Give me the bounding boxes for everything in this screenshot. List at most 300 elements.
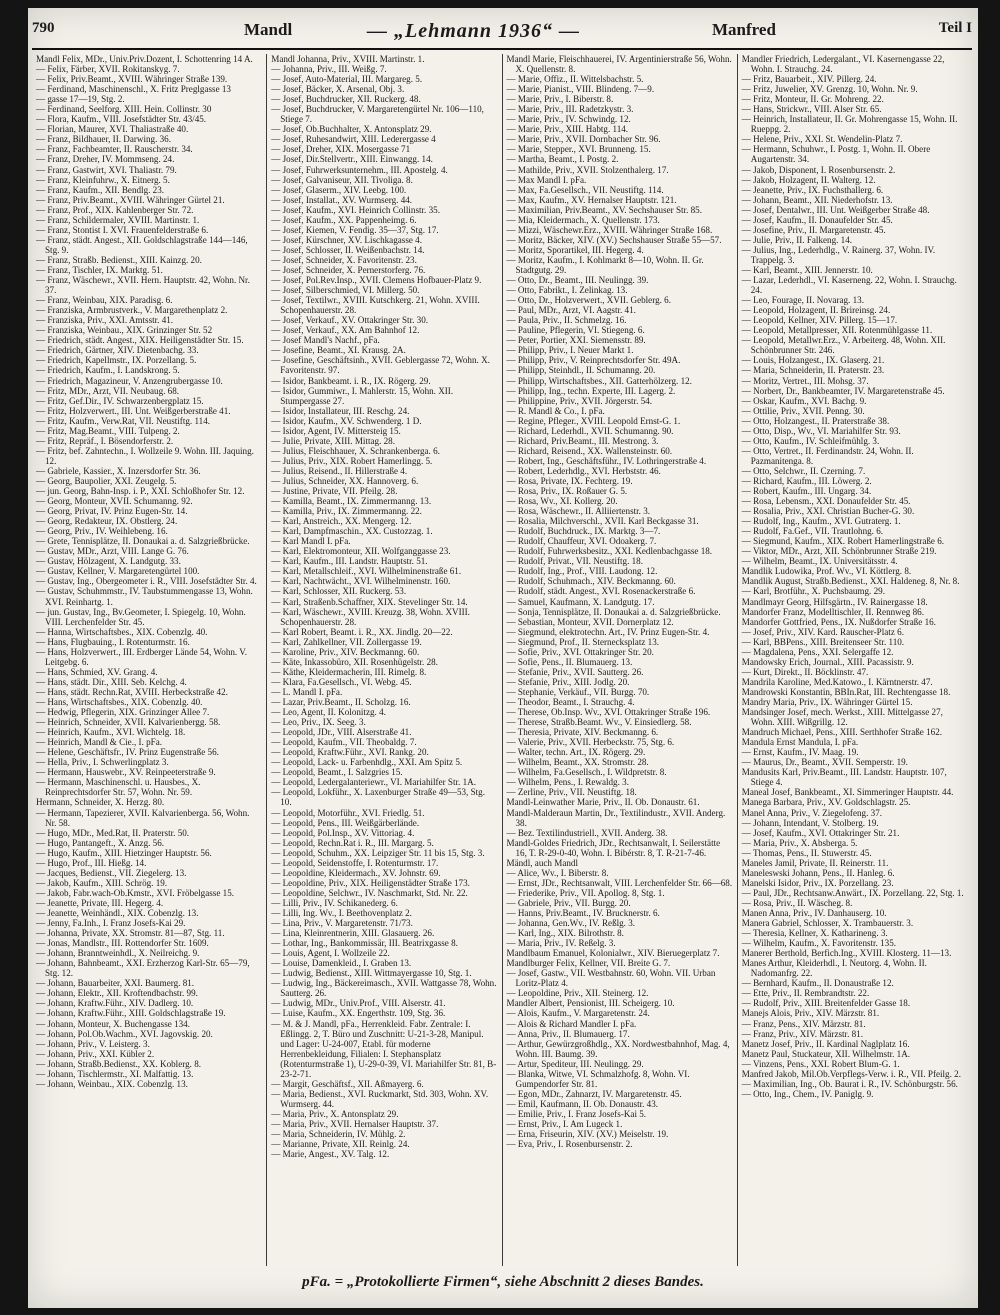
- directory-entry: — Friedrich, Kapellmstr., IX. Porzellang. 5.: [36, 355, 197, 366]
- directory-entry: — Josefine, Geschäftsinh., XVII. Geblergasse 72, Wohn. X. Favoritenstr. 97.: [271, 355, 490, 376]
- directory-entry: — Mathilde, Priv., XVII. Stolzenthalerg. 17.: [506, 164, 669, 175]
- directory-entry: — Maria, Bedienst., XVI. Ruckmarkt, Std. 303, Wohn. XV. Wurmserg. 44.: [271, 1088, 489, 1109]
- directory-entry: — Leopold, Holzagent, II. Brireinsg. 24.: [741, 305, 891, 316]
- directory-entry: — Johann, Bauarbeiter, XXI. Baumerg. 81.: [36, 978, 195, 989]
- directory-entry: Mandl-Goldes Friedrich, JDr., Rechtsanwalt, I. Seilerstätte 16, T. R-29-0-40, Wohn. I. Bibérstr. 8, T. R-21-7-46.: [506, 837, 721, 858]
- directory-entry: — Fritz, MDr., Arzt, VII. Neubaug. 68.: [36, 385, 180, 396]
- directory-entry: — Arthur, Gewürzgroßhdlg., XX. Nordwestbahnhof, Mag. 4, Wohn. III. Baumg. 39.: [506, 1038, 730, 1059]
- directory-entry: — Julie, Private, XIII. Mittag. 28.: [271, 435, 396, 446]
- directory-entry: — Sofie, Pens., II. Blumauerg. 13.: [506, 656, 633, 667]
- directory-entry: Maneleswski Johann, Pens., II. Hanleg. 6.: [741, 867, 895, 878]
- directory-entry: — Sofie, Priv., XVI. Ottakringer Str. 20.: [506, 646, 654, 657]
- directory-entry: — Alois, Kaufm., V. Margaretenstr. 24.: [506, 1008, 650, 1019]
- directory-entry: — Julius, Ing., Lederhdlg., V. Rainerg. 37, Wohn. IV. Trappelg. 3.: [741, 244, 936, 265]
- directory-entry: — Moritz, Vertret., III. Mohsg. 37.: [741, 375, 869, 386]
- directory-entry: — Oskar, Kaufm., XVI. Bachg. 9.: [741, 395, 867, 406]
- directory-entry: — Rudolf, Fa.Gef., VII. Trautlohng. 6.: [741, 526, 884, 537]
- directory-entry: — Therese, Ob.Insp. Wv., XVI. Ottakringer Straße 196.: [506, 707, 711, 718]
- directory-entry: Mandlmayr Georg, Hilfsgärtn., IV. Rainergasse 18.: [741, 596, 928, 607]
- directory-entry: — Hugo, Pantangeft., X. Anzg. 56.: [36, 837, 165, 848]
- directory-entry: — Julius, Schneider, XX. Hannoverg. 6.: [271, 475, 419, 486]
- directory-entry: — Isidor, Installateur, III. Reschg. 24.: [271, 405, 410, 416]
- directory-entry: — Egon, MDr., Zahnarzt, IV. Margaretenstr. 45.: [506, 1088, 682, 1099]
- directory-entry: — Leo, Priv., IX. Seeg. 3.: [271, 717, 366, 728]
- directory-entry: — Hugo, Prof., III. Hießg. 14.: [36, 857, 147, 868]
- directory-entry: — Josef, Verkauf., XV. Ottakringer Str. 30.: [271, 315, 429, 326]
- directory-entry: — Maria, Priv., XVII. Hernalser Hauptstr. 37.: [271, 1118, 439, 1129]
- directory-entry: — Lina, Priv., V. Margaretenstr. 71/73.: [271, 918, 413, 929]
- directory-entry: — Leopoldine, Kleidermach., XV. Johnstr. 69.: [271, 867, 441, 878]
- directory-entry: — Karl, Brotführ., X. Puchsbaumg. 29.: [741, 586, 885, 597]
- keyword-left: Mandl: [244, 20, 293, 39]
- directory-entry: — Josef, Dreher, XIX. Mosergasse 71: [271, 144, 411, 155]
- directory-entry: — Marie, Priv., I. Biberstr. 8.: [506, 94, 614, 105]
- directory-entry: — Ernst, Kaufm., IV. Maag. 19.: [741, 747, 859, 758]
- directory-entry: — Louis, Holzangest., IX. Glaserg. 21.: [741, 355, 885, 366]
- directory-entry: Manerer Berthold, Berfich.Ing., XVIII. Klosterg. 11—13.: [741, 948, 952, 959]
- directory-entry: — Magdalena, Pens., XXI. Selergaffe 12.: [741, 646, 894, 657]
- directory-entry: — Leopold, Ledergalanteriewr., VI. Mariahilfer Str. 1A.: [271, 777, 476, 788]
- directory-entry: — R. Mandl & Co., I. pFa.: [506, 405, 605, 416]
- directory-entry: — Leopold, Kaufm., VII. Theobaldg. 7.: [271, 737, 417, 748]
- directory-entry: — Rudolf, Ing., Prof., VIII. Laudong. 12.: [506, 566, 658, 577]
- directory-entry: Manejs Alois, Priv., XIV. Märzstr. 81.: [741, 1008, 880, 1019]
- directory-entry: — Eva, Priv., I. Rosenbursenstr. 2.: [506, 1139, 633, 1150]
- directory-entry: — Franz, Stontist I. XVI. Frauenfelderstraße 6.: [36, 224, 209, 235]
- directory-entry: Mandler Friedrich, Ledergalant., VI. Kasernengasse 22, Wohn. I. Strauchg. 24.: [741, 54, 945, 75]
- directory-entry: — Fritz, bef. Zahntechn., I. Wollzeile 9. Wohn. III. Jaquing. 12.: [36, 445, 254, 466]
- directory-entry: — Stefanie, Priv., XVII. Sautterg. 26.: [506, 666, 644, 677]
- directory-entry: — Blanka, Witwe, VI. Schmalzhofg. 8, Wohn. VI. Gumpendorfer Str. 81.: [506, 1068, 690, 1089]
- directory-entry: — Regine, Pfleger., XVIII. Leopold Ernst-G. 1.: [506, 415, 681, 426]
- directory-entry: — Theresia, Kellner, X. Katharineng. 3.: [741, 928, 888, 939]
- directory-entry: — Fritz, Juwelier, XV. Grenzg. 10, Wohn. Nr. 9.: [741, 84, 918, 95]
- directory-entry: Manel Anna, Priv., V. Ziegelofeng. 37.: [741, 807, 883, 818]
- directory-entry: — Jeanette, Private, III. Hegerg. 4.: [36, 897, 164, 908]
- directory-entry: — Josef, Kürschner, XV. Lischkagasse 4.: [271, 234, 422, 245]
- directory-entry: — Franz, städt. Angest., XII. Goldschlagstraße 144—146, Stg. 9.: [36, 234, 248, 255]
- directory-entry: — Otto, Fabrikt., I. Zelinkag. 13.: [506, 285, 628, 296]
- directory-entry: — Isidor, Agent, IV. Mittersteig 15.: [271, 425, 401, 436]
- directory-entry: — Lothar, Ing., Bankommissär, III. Beatrixgasse 8.: [271, 938, 458, 949]
- directory-entry: — Marie, Offiz., II. Wittelsbachstr. 5.: [506, 74, 644, 85]
- directory-entry: — Ferdinand, Maschinenschl., X. Fritz Preglgasse 13: [36, 84, 231, 95]
- directory-entry: — Valerie, Priv., XVII. Herbeckstr. 75, Stg. 6.: [506, 737, 675, 748]
- directory-entry: — Otto, Dr., Holzverwert., XVII. Geblerg. 6.: [506, 295, 671, 306]
- directory-entry: — Josef, Pol.Rev.Insp., XVII. Clemens Hofbauer-Platz 9.: [271, 275, 482, 286]
- directory-entry: — Viktor, MDr., Arzt, XII. Schönbrunner Straße 219.: [741, 546, 937, 557]
- directory-entry: Mandlbaum Emanuel, Kolonialwr., XIV. Bieruegerplatz 7.: [506, 948, 720, 959]
- directory-entry: — Hermann, Hauswebr., XV. Reinpeeterstraße 9.: [36, 767, 216, 778]
- directory-entry: — Bez. Textilindustriell., XVII. Anderg. 38.: [506, 827, 668, 838]
- directory-entry: — Leopold, Rechn.Rat i. R., III. Margarg. 5.: [271, 837, 434, 848]
- directory-entry: Manelski Isidor, Priv., IX. Porzellang. 23.: [741, 877, 894, 888]
- directory-entry: — Maria, Schneiderin, II. Praterstr. 23.: [741, 365, 885, 376]
- directory-entry: — Fritz, Holzverwert., III. Unt. Weißgerberstraße 41.: [36, 405, 231, 416]
- directory-entry: — jun. Georg, Bahn-Insp. i. P., XXI. Schloßhofer Str. 12.: [36, 486, 245, 497]
- directory-entry: Mandrowski Konstantin, BBIn.Rat, III. Rechtengasse 18.: [741, 686, 951, 697]
- directory-entry: — Isidor, Gummiwr., I. Mahlerstr. 15, Wohn. XII. Stumpergasse 27.: [271, 385, 454, 406]
- column-4: [738, 54, 972, 1266]
- directory-entry: — Julius, Fleischhauer, X. Schrankenberga. 6.: [271, 445, 440, 456]
- directory-entry: — Philippine, Priv., XVII. Jörgerstr. 54.: [506, 395, 652, 406]
- directory-entry: — Isidor, Kaufm., XV. Schwenderg. 1 D.: [271, 415, 422, 426]
- directory-entry: — Johann, Priv., V. Leisterg. 3.: [36, 1038, 150, 1049]
- directory-entry: — Käte, Inkassobüro, XII. Rosenhügelstr. 28.: [271, 656, 438, 667]
- directory-entry: — Leopoldine, Priv., XIX. Heiligenstädter Straße 173.: [271, 877, 470, 888]
- directory-entry: — Leopold, Beamt., I. Salzgries 15.: [271, 767, 403, 778]
- directory-entry: — Philipp, Steinhdl., II. Schumanng. 20.: [506, 365, 656, 376]
- directory-entry: — Otto, Holzangest., II. Praterstraße 38.: [741, 415, 890, 426]
- directory-entry: — Kamilla, Beamt., IX. Zimmermanng. 13.: [271, 496, 432, 507]
- directory-entry: — Hermann, Maschinenschl. u. Hausbes., X. Reinprechtsdorfer Str. 57, Wohn. Nr. 59.: [36, 777, 201, 798]
- directory-entry: — Kurt, Direkt., II. Böcklinstr. 47.: [741, 666, 869, 677]
- directory-entry: — Franz, Schildermaler, XVIII. Martinstr. 1.: [36, 214, 200, 225]
- directory-entry: — Siegmund, Kaufm., XIX. Robert Hamerlingstraße 6.: [741, 536, 945, 547]
- directory-entry: — Max, Kaufm., XV. Hernalser Hauptstr. 121.: [506, 194, 677, 205]
- directory-entry: — Josef, Bäcker, X. Arsenal, Obj. 3.: [271, 84, 405, 95]
- column-2: [267, 54, 502, 1266]
- directory-entry: Maneles Jamil, Private, II. Reinerstr. 11.: [741, 857, 889, 868]
- directory-entry: — Robert, Lederhdlg., XVI. Herbststr. 46.: [506, 465, 661, 476]
- directory-entry: — Johann, Weinbau., XIX. Cobenzlg. 13.: [36, 1078, 188, 1089]
- directory-entry: — Paul, MDr., Arzt, VI. Aagstr. 41.: [506, 305, 636, 316]
- directory-entry: — Rosa, Priv., II. Wäscheg. 8.: [741, 897, 853, 908]
- directory-entry: — Josef, Fuhrwerksunternehm., III. Apostelg. 4.: [271, 164, 448, 175]
- directory-entry: — Samuel, Kaufmann, X. Landgutg. 17.: [506, 596, 655, 607]
- directory-entry: — Rudolf, städt. Angest., XVI. Rosenackerstraße 6.: [506, 586, 696, 597]
- directory-entry: — Jeanette, Weinhändl., XIX. Cobenzlg. 13.: [36, 907, 199, 918]
- directory-entry: Mandlik August, Straßb.Bedienst., XXI. Haldeneg. 8, Nr. 8.: [741, 576, 960, 587]
- directory-entry: — Gustav, Hölzagent, X. Landgutg. 33.: [36, 556, 181, 567]
- directory-entry: — M. & J. Mandl, pFa., Herrenkleid. Fabr. Zentrale: I. Eßlingg. 2, T. Büro und Zuschnitt: U-21-3-28, Manipul. und Lager: U-24-007, Etabl. für moderne Herrenbekleidung, Filialen: I. Stephansplatz (Rotenturmstraße 1), U-29-0-39, VI. Mariahilfer Str. 81, B-23-2-71.: [271, 1018, 497, 1079]
- directory-entry: — Friedrich, Kaufm., I. Landskrong. 5.: [36, 365, 180, 376]
- directory-entry: — Friedrich, Magazineur, V. Anzengrubergasse 10.: [36, 375, 223, 386]
- directory-entry: — Marie, Priv., III. Radetzkystr. 3.: [506, 104, 634, 115]
- directory-entry: — Lazar, Priv.Beamt., II. Scholzg. 16.: [271, 697, 411, 707]
- directory-entry: — Ette, Priv., II. Rembrandtstr. 22.: [741, 988, 870, 999]
- directory-entry: — Franz, Fachbeamter, II. Rauscherstr. 34.: [36, 144, 193, 155]
- directory-entry: — Klara, Fa.Gesellsch., VI. Webg. 45.: [271, 676, 412, 687]
- directory-entry: — Johann, Branntweinhdl., X. Neilreichg. 9.: [36, 948, 200, 959]
- directory-entry: — Rosa, Wv., XI. Kollerg. 20.: [506, 496, 618, 507]
- directory-entry: — Rudolf, Priv., XIII. Breitenfelder Gasse 18.: [741, 998, 911, 1009]
- directory-entry: — Alois & Richard Mandler I. pFa.: [506, 1018, 637, 1029]
- directory-entry: — Mizzi, Wäschewr.Erz., XVIII. Währinger Straße 168.: [506, 224, 713, 235]
- directory-entry: — Jakob, Fabr.wach-Ob.Kmstr., XVI. Fröbelgasse 15.: [36, 887, 235, 898]
- directory-entry: — Hanns, Priv.Beamt., IV. Brucknerstr. 6.: [506, 907, 660, 918]
- directory-entry: — Robert, Kaufm., III. Ungarg. 34.: [741, 486, 872, 497]
- directory-entry: — Karl, Nachtwächt., XVI. Wilhelminenstr. 160.: [271, 576, 451, 587]
- directory-entry: — Marie, Angest., XV. Talg. 12.: [271, 1149, 390, 1160]
- directory-entry: — Josef, Gastw., VII. Westbahnstr. 60, Wohn. VII. Urban Loritz-Platz 4.: [506, 968, 716, 989]
- directory-entry: — Josef, Kaufm., II. Donaufelder Str. 45.: [741, 214, 893, 225]
- directory-entry: — Johann, Priv., XXI. Kübler 2.: [36, 1048, 155, 1059]
- directory-entry: — Margit, Geschäftsf., XII. Aßmayerg. 6.: [271, 1078, 424, 1089]
- directory-entry: — Josef, Galvaniseur, XII. Tivoliga. 8.: [271, 174, 413, 185]
- directory-entry: — Karl, Kaufm., III. Landstr. Hauptstr. 51.: [271, 556, 428, 567]
- directory-entry: Mandorfer Franz, Modelltischler, II. Rennweg 86.: [741, 606, 924, 617]
- footer-note: pFa. = „Protokollierte Firmen“, siehe Abschnitt 2 dieses Bandes.: [302, 1274, 704, 1290]
- directory-entry: — Philipp, Wirtschaftsbes., XII. Gatterhölzerg. 12.: [506, 375, 692, 386]
- directory-entry: Mandler Albert, Pensionist, III. Scheigerg. 10.: [506, 998, 675, 1009]
- directory-entry: — Otto, Ing., Chem., IV. Paniglg. 9.: [741, 1088, 874, 1099]
- directory-entry: — Rosa, Lebensm., XXI. Donaufelder Str. 45.: [741, 496, 911, 507]
- directory-entry: Mandl Johanna, Priv., XVIII. Martinstr. 1.: [271, 54, 425, 64]
- directory-entry: — Josef, Schneider, X. Pernerstorferg. 76.: [271, 264, 426, 275]
- directory-entry: — Josef, Dir.Stellvertr., XIII. Einwangg. 14.: [271, 154, 433, 165]
- directory-entry: — Erna, Friseurin, XIV. (XV.) Meiselstr. 19.: [506, 1129, 669, 1140]
- directory-entry: — Leopold, Metallwr.Erz., V. Arbeiterg. 48, Wohn. XII. Schönbrunner Str. 246.: [741, 335, 946, 356]
- directory-entry: — Josef, Priv., XIV. Kard. Rauscher-Platz 6.: [741, 626, 904, 637]
- directory-entry: — Wilhelm, Fa.Gesellsch., I. Wildpretstr. 8.: [506, 767, 667, 778]
- directory-entry: — Hermann, Tapezierer, XVII. Kalvarienberga. 56, Wohn. Nr. 58.: [36, 807, 250, 828]
- directory-entry: — Josef, Verkauf., XX. Am Bahnhof 12.: [271, 325, 420, 336]
- directory-entry: — Stephanie, Verkäuf., VII. Burgg. 70.: [506, 686, 650, 697]
- directory-entry: — Franz, Straßb. Bedienst., XIII. Kainzg. 20.: [36, 254, 202, 265]
- directory-entry: — Gustav, Kellner, V. Margaretengürtel 100.: [36, 566, 200, 577]
- directory-entry: — Robert, Ing., Geschäftsführ., IV. Lothringerstraße 4.: [506, 455, 707, 466]
- directory-entry: — Friederike, Priv., VII. Apollog. 8, Stg. 1.: [506, 887, 665, 898]
- directory-entry: — Maria, Priv., X. Absberga. 5.: [741, 837, 858, 848]
- directory-entry: — Alice, Wv., I. Biberstr. 8.: [506, 867, 609, 878]
- directory-entry: — Johann, Beamt., XII. Niederhofstr. 13.: [741, 194, 893, 205]
- directory-entry: — Jakob, Kaufm., XIII. Schrög. 19.: [36, 877, 168, 888]
- directory-entry: — Norbert, Dr., Bankbeamter, IV. Margaretenstraße 45.: [741, 385, 945, 396]
- directory-entry: — Josef, Kaufm., XX. Pappenheimg. 6.: [271, 214, 417, 225]
- directory-entry: — Mia, Kleidermach., X. Quellenstr. 173.: [506, 214, 660, 225]
- directory-entry: — Jonas, Mandlstr., III. Rottendorfer Str. 1609.: [36, 938, 209, 949]
- directory-entry: — Leo, Fourage, II. Novarag. 13.: [741, 295, 864, 306]
- directory-entry: — Richard, Kaufm., III. Löwerg. 2.: [741, 475, 872, 486]
- directory-entry: — Franz, Dreher, IV. Mommseng. 24.: [36, 154, 175, 165]
- directory-entry: — Franz, Priv., XIV. Märzstr. 81.: [741, 1028, 863, 1039]
- directory-entry: — Leopold, Kraftw.Führ., XVI. Rankg. 20.: [271, 747, 429, 758]
- directory-entry: — Leopoldine, Priv., XII. Steinerg. 12.: [506, 988, 649, 999]
- directory-entry: — Fritz, Kaufm., Verw.Rat, VII. Neustiftg. 114.: [36, 415, 211, 426]
- directory-entry: — Emilie, Priv., I. Franz Josefs-Kai 5.: [506, 1108, 647, 1119]
- directory-entry: — Moritz, Sporartikel, III. Hegerg. 4.: [506, 244, 644, 255]
- columns: [32, 54, 972, 1266]
- directory-entry: — Josef, Kaufm., XVI. Heinrich Collinstr. 35.: [271, 204, 440, 215]
- directory-entry: — Ludwig, Ing., Bäckereimasch., XVII. Wattgasse 78, Wohn. Sautterg. 26.: [271, 978, 497, 999]
- directory-entry: — Franz, Priv.Beamt., XVIII. Währinger Gürtel 21.: [36, 194, 225, 205]
- directory-entry: — Franz, Bildhauer, II. Darwing. 36.: [36, 134, 171, 145]
- directory-entry: — Maria, Priv., X. Antonsplatz 29.: [271, 1108, 399, 1119]
- directory-entry: — Felix, Färber, XVII. Rokitanskyg. 7.: [36, 64, 180, 75]
- directory-entry: — Wilhelm, Beamt., IX. Universitätsstr. 4.: [741, 556, 898, 567]
- directory-entry: — Johann, Elektr., XII. Kroftendbachstr. 99.: [36, 988, 198, 999]
- directory-entry: — Hugo, Kaufm., XIII. Hietzinger Hauptstr. 56.: [36, 847, 212, 858]
- directory-entry: — Franz, Kaufm., XII. Bendlg. 23.: [36, 184, 165, 195]
- directory-entry: — Josef, Schlosser, II. Weißenbachstr. 14.: [271, 244, 425, 255]
- directory-entry: — Franz, Gastwirt, XVI. Thaliastr. 79.: [36, 164, 177, 175]
- directory-entry: — Franz, Kleinfuhrw., X. Eitnerg. 5.: [36, 174, 170, 185]
- directory-entry: — Rosa, Priv., IX. Roßauer G. 5.: [506, 486, 628, 497]
- directory-entry: — Fritz, Gef.Dir., IV. Schwarzenbergplatz 15.: [36, 395, 204, 406]
- directory-entry: — Siegmund, Prof., II. Sternecksplatz 13.: [506, 636, 660, 647]
- directory-entry: — Sebastian, Monteur, XVII. Dornerplatz 12.: [506, 616, 674, 627]
- directory-entry: — Karl, Anstreich., XX. Mengerg. 12.: [271, 516, 412, 527]
- directory-entry: — Johann, Tischlermstr., XI. Malfattig. 13.: [36, 1068, 194, 1079]
- directory-entry: — Karl, Elektromonteur, XII. Wolfganggasse 23.: [271, 546, 451, 557]
- directory-entry: Mandl Felix, MDr., Univ.Priv.Dozent, I. Schottenring 14 A.: [36, 54, 253, 64]
- directory-entry: — Wilhelm, Kaufm., X. Favoritenstr. 135.: [741, 938, 897, 949]
- directory-entry: — Johanna, Gen.Wv., IV. Reßlg. 3.: [506, 918, 636, 929]
- directory-entry: — Pauline, Pflegerin, VI. Stiegeng. 6.: [506, 325, 645, 336]
- directory-entry: — Otto, Vertret., II. Ferdinandstr. 24, Wohn. II. Pazmanitenga. 8.: [741, 445, 914, 466]
- directory-entry: — Johann, Bahnbeamt., XXI. Erzherzog Karl-Str. 65—79, Stg. 12.: [36, 958, 250, 979]
- directory-entry: — Philipp, Priv., I. Neuer Markt 1.: [506, 345, 634, 356]
- directory-entry: — Marie, Stepper., XVI. Brunneng. 15.: [506, 144, 651, 155]
- directory-entry: Mandruch Michael, Pens., XIII. Serthhofer Straße 162.: [741, 727, 943, 738]
- directory-entry: — Karl Mandl I. pFa.: [271, 536, 351, 547]
- directory-entry: Mandl-Leinwather Marie, Priv., II. Ob. Donaustr. 61.: [506, 797, 700, 808]
- directory-entry: — Lilli, Priv., IV. Schikanederg. 6.: [271, 897, 398, 908]
- directory-entry: — Hans, Strickwr., VIII. Alser Str. 65.: [741, 104, 882, 115]
- directory-entry: — Emil, Kaufmann, II. Ob. Donaustr. 43.: [506, 1098, 659, 1109]
- directory-entry: — Jenny, Fa.Inh., I. Franz Josefs-Kai 29.: [36, 918, 186, 929]
- directory-entry: — Ludwig, Bedienst., XIII. Wittmayergasse 10, Stg. 1.: [271, 968, 472, 979]
- directory-entry: — Hans, Flugbauing., I. Rotenturmstr. 16.: [36, 636, 190, 647]
- directory-entry: — Hans, städt. Rechn.Rat, XVIII. Herbeckstraße 42.: [36, 686, 228, 697]
- directory-entry: Manetz Josef, Priv., II. Kardinal Naglplatz 16.: [741, 1038, 910, 1049]
- directory-entry: — Moritz, Bäcker, XIV. (XV.) Sechshauser Straße 55—57.: [506, 234, 722, 245]
- directory-entry: — Karl, Ing., XIX. Bilrothstr. 8.: [506, 928, 624, 939]
- directory-entry: — Justine, Private, VII. Pfeilg. 28.: [271, 486, 398, 497]
- directory-entry: Manera Gabriel, Schlosser, X. Trambauerstr. 3.: [741, 918, 914, 929]
- directory-entry: — Helene, Priv., XXI. St. Wendelin-Platz 7.: [741, 134, 903, 145]
- directory-entry: — Richard, Priv.Beamt., III. Mestrong. 3.: [506, 435, 659, 446]
- directory-entry: — Rudolf, Buchdruck., IX. Marktg. 3—7.: [506, 526, 661, 537]
- directory-entry: — Isidor, Bankbeamt. i. R., IX. Rögerg. 29.: [271, 375, 431, 386]
- directory-entry: — Otto, Dr., Beamt., III. Neulingg. 39.: [506, 275, 649, 286]
- directory-entry: Mandry Maria, Priv., IX. Währinger Gürtel 15.: [741, 697, 913, 707]
- directory-entry: — Hans, Schmied, XV. Grang. 4.: [36, 666, 158, 677]
- directory-entry: — Anna, Priv., II. Blumauerg. 17.: [506, 1028, 630, 1039]
- directory-entry: — Franziska, Armbrustverk., V. Margarethenplatz 2.: [36, 305, 228, 316]
- directory-entry: — Ludwig, MDr., Univ.Prof., VIII. Alserstr. 41.: [271, 998, 446, 1009]
- directory-entry: Mandlik Ludowika, Prof. Wv., VI. Köttlerg. 8.: [741, 566, 912, 577]
- directory-entry: — Johann, Pol.Ob.Wachm., XVI. Jagovskig. 20.: [36, 1028, 213, 1039]
- directory-entry: — Josef, Ruhesandwirt, XIII. Lederergasse 4: [271, 134, 436, 145]
- directory-entry: — Leopold, Pol.Insp., XV. Vittoriag. 4.: [271, 827, 415, 838]
- directory-entry: — Otto, Kaufm., IV. Schleifmühlg. 3.: [741, 435, 880, 446]
- directory-entry: — Maria, Priv., IV. Reßelg. 3.: [506, 938, 616, 949]
- part-label: Teil I: [938, 20, 972, 36]
- directory-entry: — Josefine, Beamt., XI. Krausg. 2A.: [271, 345, 406, 356]
- directory-entry: — Rosa, Private, IX. Fechterg. 19.: [506, 475, 633, 486]
- directory-entry: — Marie, Pianist., VIII. Blindeng. 7—9.: [506, 84, 655, 95]
- directory-entry: — Leopold, Lokführ., X. Laxenburger Straße 49—53, Stg. 10.: [271, 787, 486, 808]
- directory-entry: — Rosalia, Milchverschl., XVII. Karl Beckgasse 31.: [506, 516, 699, 527]
- directory-entry: — Leopoldine, Selchwr., IV. Naschmarkt, Std. Nr. 22.: [271, 887, 468, 898]
- directory-entry: — Vinzens, Pens., XXI. Robert Blum-G. 1.: [741, 1058, 900, 1069]
- directory-entry: — Rudolf, Privat., VII. Neustiftg. 18.: [506, 556, 643, 567]
- directory-entry: — Josef, Buchdrucker, V. Margaretengürtel Nr. 106—110, Stiege 7.: [271, 104, 484, 125]
- directory-entry: Manes Arthur, Kleiderhdl., I. Neutorg. 4, Wohn. II. Nadomanfrg. 22.: [741, 958, 927, 979]
- directory-entry: — Jakob, Holzagent, II. Walterg. 12.: [741, 174, 876, 185]
- directory-entry: — Johann, Monteur, X. Buchengasse 134.: [36, 1018, 190, 1029]
- directory-entry: — Jacques, Bedienst., VII. Ziegelerg. 13.: [36, 867, 187, 878]
- directory-entry: — Otto, Selchwr., II. Czerning. 7.: [741, 465, 866, 476]
- directory-entry: — Richard, Reisend., XX. Wallensteinstr. 60.: [506, 445, 673, 456]
- directory-entry: — Johann, Straßb.Bedienst., XX. Koblerg. 8.: [36, 1058, 202, 1069]
- directory-entry: — Rosa, Wäschewr., II. Alliiertenstr. 3.: [506, 506, 651, 517]
- directory-entry: — Leopold, Schuhm., XX. Leipziger Str. 11 bis 15, Stg. 3.: [271, 847, 485, 858]
- directory-entry: — Ferdinand, Seelforg. XIII. Hein. Collinstr. 30: [36, 104, 212, 115]
- directory-entry: — Richard, Lederhdl., XVII. Schumanng. 90.: [506, 425, 674, 436]
- directory-entry: — Franziska, Weinbau., XIX. Grinzinger Str. 52: [36, 325, 213, 336]
- directory-entry: — Karl, Beamt., XIII. Jennerstr. 10.: [741, 264, 873, 275]
- directory-entry: — Fritz, Mag.Beamt., VIII. Tulpeng. 2.: [36, 425, 180, 436]
- directory-entry: — Thomas, Pens., II. Stuwerstr. 45.: [741, 847, 872, 858]
- directory-entry: — Julie, Priv., II. Falkeng. 14.: [741, 234, 853, 245]
- directory-entry: — Fritz, Repräf., I. Bösendorferstr. 2.: [36, 435, 174, 446]
- directory-entry: — Franziska, Priv., XXI. Amtsstr. 41.: [36, 315, 174, 326]
- directory-entry: — Hermann, Schuhwr., I. Postg. 1, Wohn. II. Obere Augartenstr. 34.: [741, 144, 931, 165]
- directory-entry: — Grete, Tennisplätze, II. Donaukai a. d. Salzgrießbrücke.: [36, 536, 250, 547]
- directory-entry: — Fritz, Monteur, II. Gr. Mohreng. 22.: [741, 94, 884, 105]
- directory-entry: — Leo, Agent, II. Kolonitzg. 4.: [271, 707, 386, 718]
- directory-entry: — Franz, Pens., XIV. Märzstr. 81.: [741, 1018, 866, 1029]
- directory-entry: — Maximilian, Ing., Ob. Baurat i. R., IV. Schönburgstr. 56.: [741, 1078, 958, 1089]
- directory-entry: — Friedrich, städt. Angest., XIX. Heiligenstädter Str. 15.: [36, 335, 244, 346]
- directory-entry: — Karl, Zahlkellner, VII. Zollergasse 19.: [271, 636, 422, 647]
- directory-entry: — Hans, Wirtschaftsbes., XIX. Cobenzlg. 40.: [36, 697, 203, 707]
- directory-entry: Manega Barbara, Priv., XV. Goldschlagstr. 25.: [741, 797, 911, 808]
- directory-entry: Manen Anna, Priv., IV. Danhauserg. 10.: [741, 907, 887, 918]
- directory-entry: — Helene, Geschäftsfr., IV. Prinz Eugenstraße 56.: [36, 747, 219, 758]
- directory-entry: — Marie, Priv., XVII. Dornbacher Str. 96.: [506, 134, 661, 145]
- directory-entry: — Hedwig, Pflegerin, XIX. Grinzinger Allee 7.: [36, 707, 210, 718]
- directory-entry: — Rudolf, Chauffeur, XVI. Odoakerg. 7.: [506, 536, 657, 547]
- directory-entry: — Otto, Disp., Wv., VI. Mariahilfer Str. 93.: [741, 425, 901, 436]
- directory-entry: — Wilhelm, Beamt., XX. Stromstr. 28.: [506, 757, 649, 768]
- directory-entry: — Karl, BBPens., XIII. Breitenseer Str. 110.: [741, 636, 905, 647]
- directory-entry: — Jeanette, Priv., IX. Fuchsthallerg. 6.: [741, 184, 884, 195]
- directory-entry: — Gustav, Schuhmmstr., IV. Taubstummengasse 13, Wohn. XVI. Reinhartg. 1.: [36, 586, 253, 607]
- directory-entry: — Maria, Schneiderin, IV. Mühlg. 2.: [271, 1129, 406, 1140]
- directory-entry: — Max Mandl I. pFa.: [506, 174, 587, 185]
- directory-entry: — Karl, Straßenb.Schaffner, XIX. Stevelinger Str. 14.: [271, 596, 468, 607]
- directory-entry: Mändl, auch Mandl: [506, 857, 578, 868]
- directory-entry: — Johann, Intendant, V. Stolberg. 19.: [741, 817, 879, 828]
- directory-entry: — Lazar, Lederhdl., VI. Kaserneng. 22, Wohn. I. Strauchg. 24.: [741, 275, 957, 296]
- directory-entry: — Rudolf, Ing., Kaufm., XVI. Gutraterg. 1.: [741, 516, 901, 527]
- directory-entry: — Josef, Glaserm., XIV. Leebg. 100.: [271, 184, 407, 195]
- directory-entry: — Josef, Kaufm., XVI. Ottakringer Str. 21.: [741, 827, 900, 838]
- directory-entry: Maneal Josef, Bankbeamt., XI. Simmeringer Hauptstr. 44.: [741, 787, 954, 798]
- directory-entry: Manfred Jakob, Mil.Ob.Verpflegs-Verw. i. R., VII. Pfeilg. 2.: [741, 1068, 961, 1079]
- directory-entry: — Marianne, Private, XII. Reinlg. 24.: [271, 1139, 410, 1150]
- directory-entry: — Heinrich, Schneider, XVII. Kalvarienbergg. 58.: [36, 717, 221, 728]
- directory-entry: — Franz, Wäschewr., XVII. Hern. Hauptstr. 42, Wohn. Nr. 37.: [36, 275, 250, 296]
- directory-entry: — Theodor, Beamt., I. Strauchg. 4.: [506, 697, 635, 707]
- directory-entry: — Paul, JDr., Rechtsanw.Anwärt., IX. Porzellang. 22, Stg. 1.: [741, 887, 964, 898]
- directory-entry: — Gustav, MDr., Arzt, VIII. Lange G. 76.: [36, 546, 189, 557]
- directory-entry: — Hugo, MDr., Med.Rat, II. Praterstr. 50.: [36, 827, 190, 838]
- directory-entry: Mandowsky Erich, Journal., XIII. Pacassistr. 9.: [741, 656, 914, 667]
- directory-entry: Mandula Ernst Mandula, I. pFa.: [741, 737, 859, 748]
- directory-entry: — Johann, Kraftw.Führ., XIII. Goldschlagstraße 19.: [36, 1008, 226, 1019]
- directory-entry: — Julius, Reisend., II. Hillerstraße 4.: [271, 465, 408, 476]
- directory-entry: — Karl Robert, Beamt. i. R., XX. Jindlg. 20—22.: [271, 626, 453, 637]
- directory-entry: — Gabriele, Kassier., X. Inzersdorfer Str. 36.: [36, 465, 201, 476]
- directory-entry: — Ernst, Priv., I. Am Lugeck 1.: [506, 1118, 623, 1129]
- directory-entry: — Karl, Dampfmaschin., XX. Custozzag. 1.: [271, 526, 433, 537]
- directory-entry: Mandrila Karoline, Med.Katowo., I. Kärntnerstr. 47.: [741, 676, 933, 687]
